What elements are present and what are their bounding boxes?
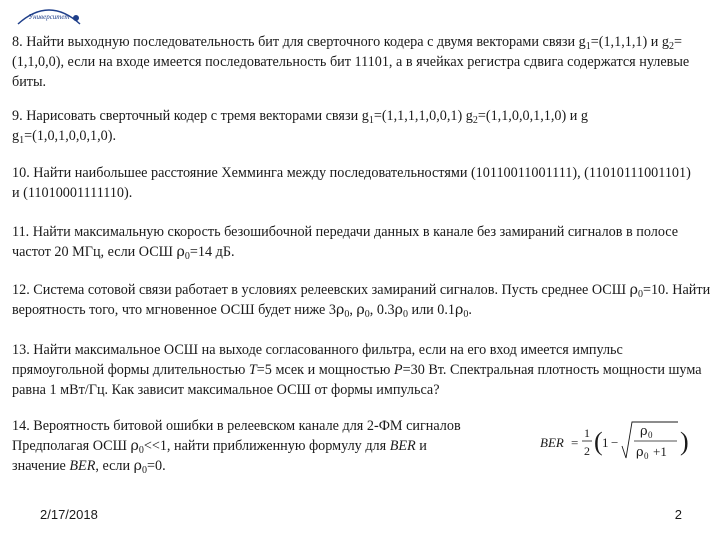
footer-date: 2/17/2018 xyxy=(40,507,98,522)
problem-10: 10. Найти наибольшее расстояние Хемминга между последовательностями (10110011001111), (11010111001101) и (11010001111110). xyxy=(12,165,691,201)
problem-8: 8. Найти выходную последовательность бит для сверточного кодера с двумя векторами связи $g_1=(1,1,1,1)$ и $g_2=(1,1,0,0)$, если на входе имеется последовательность бит 11101, а в ячейках регистра сдвига содержатся нулевые биты. xyxy=(12,34,690,90)
problem-9: 9. Нарисовать сверточный кодер с тремя векторами связи $g_1=(1,1,1,1,0,0,1)$ $g_2=(1,1,0,0,1,1,0)$ и g $g_1=(1,0,1,0,0,1,0)$. xyxy=(12,108,589,146)
formula-close-paren: ) xyxy=(680,427,689,456)
problem-13: 13. Найти максимальное ОСШ на выходе согласованного фильтра, если на его вход имеется импульс прямоугольной формы длительностью T=5 мсек и мощностью P=30 Вт. Спектральная плотность мощности шума равна 1 мВт/Гц. Как зависит максимальное ОСШ от формы импульса? xyxy=(12,342,702,398)
university-logo xyxy=(14,2,84,26)
problem-14: 14. Вероятность битовой ошибки в релеевском канале для 2-ФМ сигналов Предполагая ОСШ $\rho_0<<1$, найти приближенную формулу для BER и значение BER, если $\rho_0=0$. xyxy=(12,418,461,476)
formula-one: 1 xyxy=(602,435,609,450)
formula-eq: = xyxy=(571,435,579,450)
formula-half-den: 2 xyxy=(584,444,590,458)
formula-open-paren: ( xyxy=(594,427,603,456)
footer-page-number: 2 xyxy=(674,507,682,522)
logo-text: Университет xyxy=(28,13,70,21)
problem-11: 11. Найти максимальную скорость безошибочной передачи данных в канале без замираний сигналов в полосе частот 20 МГц, если ОСШ $\rho_0=14$ дБ. xyxy=(12,224,679,262)
formula-minus: − xyxy=(611,435,619,450)
problem-12: 12. Система сотовой связи работает в условиях релеевских замираний сигналов. Пусть среднее ОСШ $\rho_0=10$. Найти вероятность того, что мгновенное ОСШ будет ниже $3\rho_0$, $\rho_0$, $0.3\rho_0$ или $0.1\rho_0$. xyxy=(12,282,711,320)
formula-half-num: 1 xyxy=(584,426,590,440)
formula-ber: BER xyxy=(540,435,564,450)
formula-sub-den: 0 xyxy=(644,451,649,461)
ber-formula xyxy=(540,418,705,468)
formula-sub-num: 0 xyxy=(648,430,653,440)
formula-rho-den: ρ xyxy=(636,445,644,460)
formula-plus-one: +1 xyxy=(653,444,667,459)
formula-rho-num: ρ xyxy=(640,424,648,439)
